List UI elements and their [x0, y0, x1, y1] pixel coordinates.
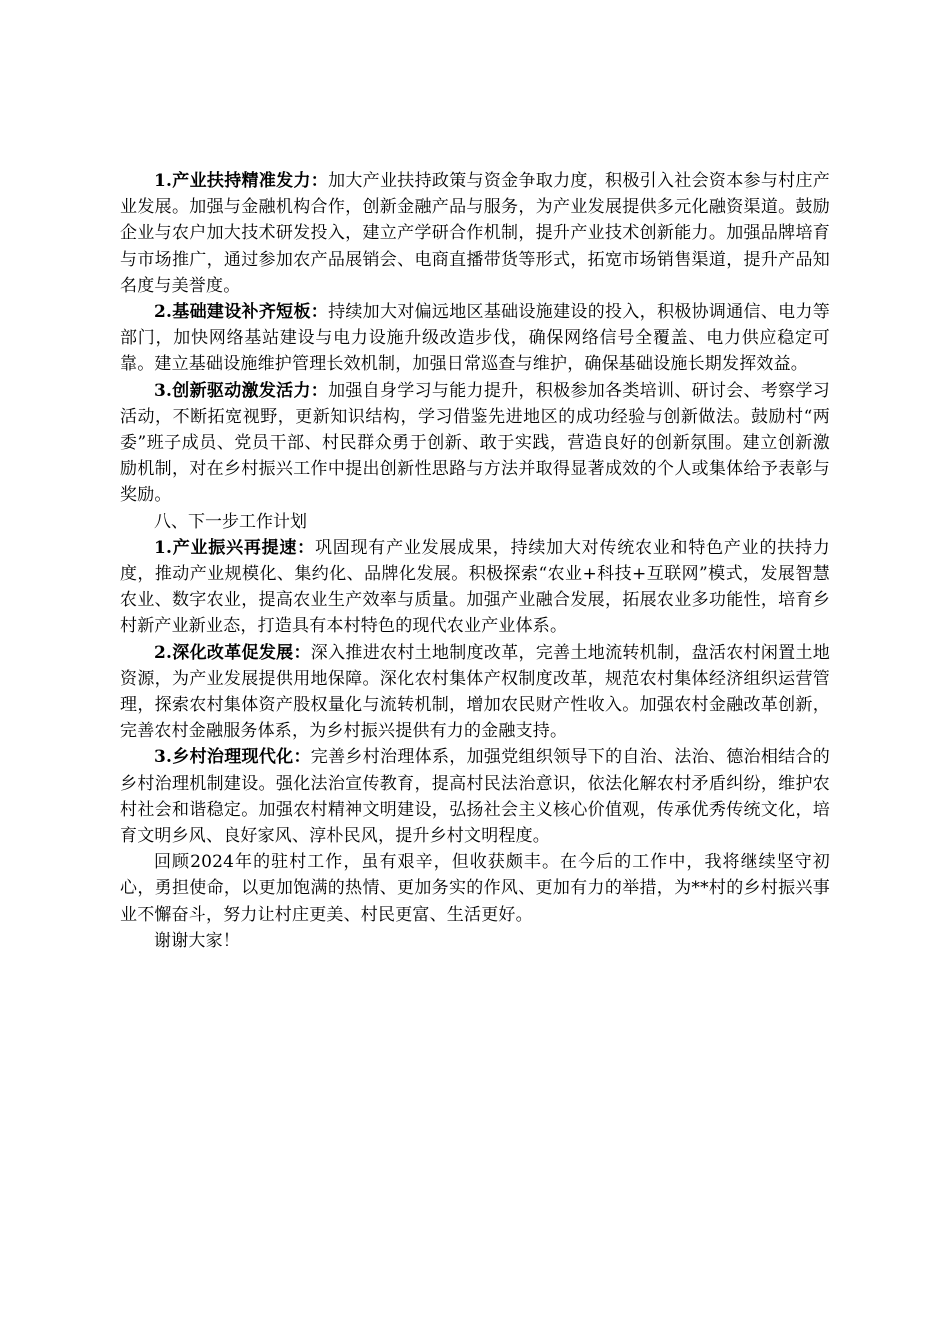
- paragraph-text: 巩固现有产业发展成果，持续加大对传统农业和特色产业的扶持力度，推动产业规模化、集约化、品牌化发展。积极探索“农业+科技+互联网”模式，发展智慧农业、数字农业，提高农业生产效率与质量。加强产业融合发展，拓展农业多功能性，培育乡村新产业新业态，打造具有本村特色的现代农业产业体系。: [120, 537, 830, 637]
- paragraph-industry-support: [120, 168, 830, 299]
- paragraph-infrastructure: [120, 299, 830, 378]
- paragraph-label: 3.创新驱动激发活力：: [154, 380, 329, 401]
- paragraph-thanks: 谢谢大家！: [154, 930, 240, 951]
- section-heading-next-steps: 八、下一步工作计划: [154, 511, 307, 532]
- paragraph-label: 2.基础建设补齐短板：: [154, 302, 329, 323]
- paragraph-text: 深入推进农村土地制度改革，完善土地流转机制，盘活农村闲置土地资源，为产业发展提供用地保障。深化农村集体产权制度改革，规范农村集体经济组织运营管理，探索农村集体资产股权量化与流转机制，增加农民财产性收入。加强农村金融改革创新，完善农村金融服务体系，为乡村振兴提供有力的金融支持。: [120, 642, 831, 742]
- paragraph-closing: 回顾2024年的驻村工作，虽有艰辛，但收获颇丰。在今后的工作中，我将继续坚守初心，勇担使命，以更加饱满的热情、更加务实的作风、更加有力的举措，为**村的乡村振兴事业不懈奋斗，努力让村庄更美、村民更富、生活更好。: [120, 852, 830, 925]
- paragraph-label: 1.产业振兴再提速：: [154, 537, 315, 558]
- paragraph-text: 加强自身学习与能力提升，积极参加各类培训、研讨会、考察学习活动，不断拓宽视野，更新知识结构，学习借鉴先进地区的成功经验与创新做法。鼓励村“两委”班子成员、党员干部、村民群众勇于创新、敢于实践，营造良好的创新氛围。建立创新激励机制，对在乡村振兴工作中提出创新性思路与方法并取得显著成效的个人或集体给予表彰与奖励。: [120, 380, 830, 506]
- paragraph-label: 1.产业扶持精准发力：: [154, 171, 329, 191]
- paragraph-label: 2.深化改革促发展：: [154, 642, 311, 663]
- paragraph-industry-revival: [120, 535, 830, 640]
- paragraph-text: 完善乡村治理体系，加强党组织领导下的自治、法治、德治相结合的乡村治理机制建设。强化法治宣传教育，提高村民法治意识，依法化解农村矛盾纠纷，维护农村社会和谐稳定。加强农村精神文明建设，弘扬社会主义核心价值观，传承优秀传统文化，培育文明乡风、良好家风、淳朴民风，提升乡村文明程度。: [120, 747, 831, 847]
- paragraph-label: 3.乡村治理现代化：: [154, 747, 311, 768]
- document-page: [120, 168, 830, 954]
- paragraph-text: 加大产业扶持政策与资金争取力度，积极引入社会资本参与村庄产业发展。加强与金融机构合作，创新金融产品与服务，为产业发展提供多元化融资渠道。鼓励企业与农户加大技术研发投入，建立产学研合作机制，提升产业技术创新能力。加强品牌培育与市场推广，通过参加农产品展销会、电商直播带货等形式，拓宽市场销售渠道，提升产品知名度与美誉度。: [120, 171, 830, 296]
- paragraph-deepen-reform: [120, 640, 830, 745]
- paragraph-text: 持续加大对偏远地区基础设施建设的投入，积极协调通信、电力等部门，加快网络基站建设与电力设施升级改造步伐，确保网络信号全覆盖、电力供应稳定可靠。建立基础设施维护管理长效机制，加强日常巡查与维护，确保基础设施长期发挥效益。: [120, 302, 830, 375]
- paragraph-rural-governance: [120, 744, 830, 849]
- paragraph-innovation: [120, 378, 830, 509]
